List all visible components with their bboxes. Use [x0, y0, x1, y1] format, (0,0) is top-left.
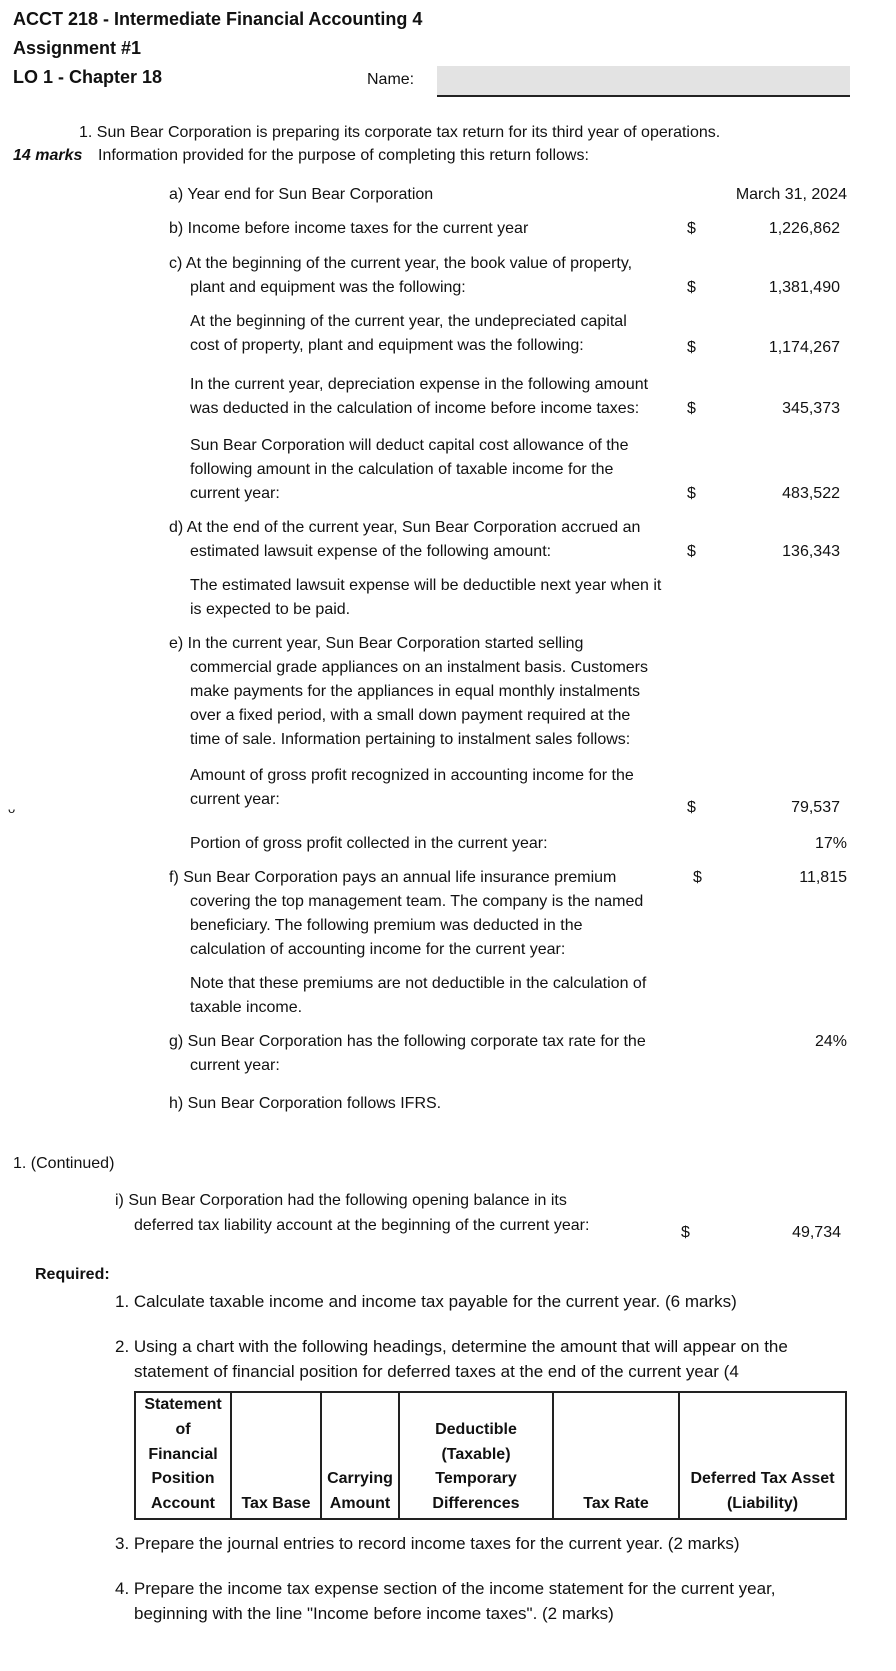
- item-b-currency: $: [687, 220, 696, 237]
- item-h-text: h) Sun Bear Corporation follows IFRS.: [169, 1095, 442, 1112]
- item-c2-text: At the beginning of the current year, the undepreciated capital: [190, 313, 627, 330]
- item-f1-text: beneficiary. The following premium was deducted in the: [190, 917, 583, 934]
- item-c2-currency: $: [687, 339, 696, 356]
- item-a-text: a) Year end for Sun Bear Corporation: [169, 186, 434, 203]
- col-temporary-differences: Deductible (Taxable) Temporary Differences: [399, 1392, 553, 1519]
- item-i-text: i) Sun Bear Corporation had the following opening balance in its: [115, 1192, 567, 1209]
- question-info: Information provided for the purpose of completing this return follows:: [98, 147, 589, 164]
- item-c1-text: plant and equipment was the following:: [190, 279, 466, 296]
- col-sfp-account: Statement of Financial Position Account: [135, 1392, 231, 1519]
- required-3: 3. Prepare the journal entries to record income taxes for the current year. (2 marks): [115, 1534, 740, 1553]
- required-label: Required:: [35, 1266, 110, 1283]
- item-e2-currency: $: [687, 799, 696, 816]
- item-f1-text: f) Sun Bear Corporation pays an annual life insurance premium: [169, 869, 617, 886]
- item-e3-text: Portion of gross profit collected in the current year:: [190, 835, 548, 852]
- name-label: Name:: [367, 71, 415, 88]
- item-e3-value: 17%: [814, 835, 847, 852]
- item-d1-text: d) At the end of the current year, Sun Bear Corporation accrued an: [169, 519, 641, 536]
- item-e2-text: Amount of gross profit recognized in accounting income for the: [190, 767, 634, 784]
- item-e1-text: time of sale. Information pertaining to instalment sales follows:: [190, 731, 631, 748]
- item-e1-text: over a fixed period, with a small down payment required at the: [190, 707, 631, 724]
- col-deferred-tax: Deferred Tax Asset (Liability): [679, 1392, 846, 1519]
- item-c1-currency: $: [687, 279, 696, 296]
- lo-title: LO 1 - Chapter 18: [13, 67, 163, 87]
- item-c4-value: 483,522: [782, 485, 840, 502]
- col-tax-rate: Tax Rate: [553, 1392, 679, 1519]
- item-g-value: 24%: [814, 1033, 847, 1050]
- item-c1-text: c) At the beginning of the current year, the book value of property,: [169, 255, 633, 272]
- deferred-tax-headings-table: [134, 1391, 847, 1520]
- required-1: 1. Calculate taxable income and income tax payable for the current year. (6 marks): [115, 1292, 737, 1311]
- item-d1-text: estimated lawsuit expense of the following amount:: [190, 543, 552, 560]
- question-intro: 1. Sun Bear Corporation is preparing its corporate tax return for its third year of operations.: [79, 124, 721, 141]
- required-4: beginning with the line "Income before income taxes". (2 marks): [134, 1604, 614, 1623]
- item-f1-text: covering the top management team. The company is the named: [190, 893, 644, 910]
- item-d2-text: is expected to be paid.: [190, 601, 351, 618]
- item-c3-text: was deducted in the calculation of income before income taxes:: [190, 400, 640, 417]
- required-4: 4. Prepare the income tax expense section of the income statement for the current year,: [115, 1579, 776, 1598]
- margin-mark: ᴗ: [8, 801, 16, 816]
- item-a-value: March 31, 2024: [735, 186, 847, 203]
- item-b-text: b) Income before income taxes for the current year: [169, 220, 529, 237]
- item-c2-text: cost of property, plant and equipment was the following:: [190, 337, 584, 354]
- item-f2-text: taxable income.: [190, 999, 303, 1016]
- item-f1-currency: $: [693, 869, 702, 886]
- item-f1-text: calculation of accounting income for the current year:: [190, 941, 566, 958]
- col-carrying-amount: Carrying Amount: [321, 1392, 399, 1519]
- col-tax-base: Tax Base: [231, 1392, 321, 1519]
- item-e1-text: make payments for the appliances in equal monthly instalments: [190, 683, 641, 700]
- course-title: ACCT 218 - Intermediate Financial Accounting 4: [13, 9, 423, 29]
- item-c3-currency: $: [687, 400, 696, 417]
- item-e2-value: 79,537: [791, 799, 840, 816]
- item-d1-value: 136,343: [782, 543, 840, 560]
- item-g-text: current year:: [190, 1057, 280, 1074]
- item-e1-text: commercial grade appliances on an instalment basis. Customers: [190, 659, 648, 676]
- item-e1-text: e) In the current year, Sun Bear Corporation started selling: [169, 635, 584, 652]
- marks-label: 14 marks: [13, 147, 83, 164]
- item-c2-value: 1,174,267: [768, 339, 840, 356]
- assignment-title: Assignment #1: [13, 38, 142, 58]
- required-2: 2. Using a chart with the following headings, determine the amount that will appear on the: [115, 1337, 788, 1356]
- item-c4-text: Sun Bear Corporation will deduct capital cost allowance of the: [190, 437, 629, 454]
- item-c4-currency: $: [687, 485, 696, 502]
- item-i-text: deferred tax liability account at the beginning of the current year:: [134, 1217, 590, 1234]
- item-c4-text: following amount in the calculation of taxable income for the: [190, 461, 614, 478]
- continued-label: 1. (Continued): [13, 1155, 115, 1172]
- item-i-currency: $: [681, 1224, 690, 1241]
- item-e2-text: current year:: [190, 791, 280, 808]
- item-f2-text: Note that these premiums are not deductible in the calculation of: [190, 975, 647, 992]
- item-f1-value: 11,815: [799, 869, 847, 886]
- name-input[interactable]: [437, 66, 850, 97]
- item-c4-text: current year:: [190, 485, 280, 502]
- item-d1-currency: $: [687, 543, 696, 560]
- item-c3-value: 345,373: [782, 400, 840, 417]
- item-c3-text: In the current year, depreciation expense in the following amount: [190, 376, 649, 393]
- item-i-value: 49,734: [792, 1224, 841, 1241]
- item-g-text: g) Sun Bear Corporation has the following corporate tax rate for the: [169, 1033, 646, 1050]
- item-c1-value: 1,381,490: [768, 279, 840, 296]
- item-d2-text: The estimated lawsuit expense will be deductible next year when it: [190, 577, 662, 594]
- item-b-value: 1,226,862: [768, 220, 840, 237]
- required-2: statement of financial position for deferred taxes at the end of the current year (4: [134, 1362, 739, 1381]
